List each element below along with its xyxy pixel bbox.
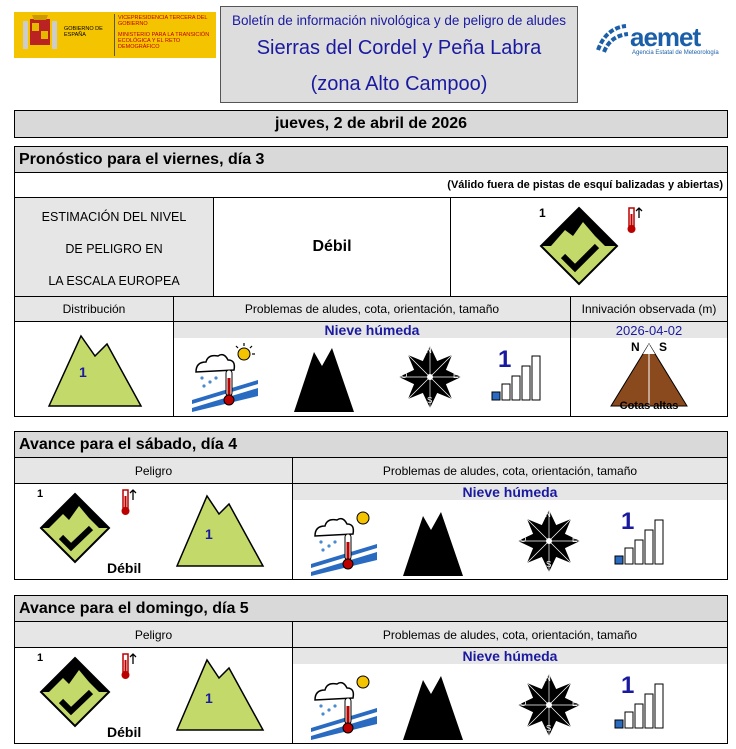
coat-of-arms-icon xyxy=(20,13,60,57)
aemet-logo xyxy=(596,22,726,62)
sat-avalanche-size-number: 1 xyxy=(621,508,635,535)
aemet-subtitle: Agencia Estatal de Meteorología xyxy=(632,50,719,56)
distribution-mountain-icon xyxy=(45,330,145,410)
compass-o: O xyxy=(401,371,408,380)
sun-problems-cell xyxy=(292,647,728,744)
avalanche-size-number: 1 xyxy=(498,346,512,373)
sun-thermometer-up-icon xyxy=(119,652,137,682)
validity-row xyxy=(14,172,728,198)
estimation-label xyxy=(14,197,214,297)
sun-danger-level-1-icon xyxy=(39,656,111,728)
sun-compass-o: O xyxy=(520,699,527,708)
sat-avalanche-size-bars-icon xyxy=(613,516,669,566)
problem-name: Nieve húmeda xyxy=(174,322,570,338)
danger-level-1-icon xyxy=(539,206,619,286)
sun-distribution-level: 1 xyxy=(205,690,213,706)
sat-distribution-mountain-icon xyxy=(175,494,265,568)
col-snowpack: Innivación observada (m) xyxy=(570,296,728,322)
snowpack-label: Cotas altas xyxy=(619,400,679,412)
sun-elevation-all-icon xyxy=(401,672,465,742)
sat-problem-name: Nieve húmeda xyxy=(293,484,727,500)
sun-wet-snow-problem-icon xyxy=(311,670,381,740)
sun-compass-n: N xyxy=(545,674,551,683)
sat-danger-cell xyxy=(14,483,293,580)
sun-danger-cell xyxy=(14,647,293,744)
wet-snow-problem-icon xyxy=(192,342,262,412)
compass-e: E xyxy=(453,371,459,380)
zone-name: Sierras del Cordel y Peña Labra xyxy=(256,37,542,59)
danger-level-text: Débil xyxy=(213,197,451,297)
sat-col-danger: Peligro xyxy=(14,457,293,484)
sat-compass-s: S xyxy=(546,560,552,569)
sat-compass-e: E xyxy=(572,535,578,544)
sat-elevation-all-icon xyxy=(401,508,465,578)
elevation-all-icon xyxy=(292,344,356,414)
saturday-title: Avance para el sábado, día 4 xyxy=(14,431,728,458)
sun-compass-e: E xyxy=(572,699,578,708)
sun-level-text: Débil xyxy=(107,724,142,740)
thermometer-up-icon xyxy=(625,206,643,236)
aemet-wordmark: aemet xyxy=(630,22,701,52)
snowpack-north: N xyxy=(631,340,640,354)
snowpack-cell xyxy=(570,321,728,417)
sun-distribution-mountain-icon xyxy=(175,658,265,732)
vicepresidencia-text: VICEPRESIDENCIA TERCERA DEL GOBIERNO xyxy=(118,15,208,27)
distribution-level: 1 xyxy=(79,364,87,380)
sat-problems-cell xyxy=(292,483,728,580)
sat-col-problems: Problemas de aludes, cota, orientación, tamaño xyxy=(292,457,728,484)
snowpack-date: 2026-04-02 xyxy=(571,322,727,338)
sat-wet-snow-problem-icon xyxy=(311,506,381,576)
sat-level-text: Débil xyxy=(107,560,142,576)
col-problems: Problemas de aludes, cota, orientación, tamaño xyxy=(173,296,571,322)
title-box xyxy=(220,6,578,103)
sun-problem-name: Nieve húmeda xyxy=(293,648,727,664)
sun-level-number: 1 xyxy=(37,652,44,664)
sun-compass-s: S xyxy=(546,724,552,733)
danger-level-number: 1 xyxy=(539,206,546,220)
sat-compass-n: N xyxy=(545,510,551,519)
aemet-symbol-icon xyxy=(596,22,632,56)
bulletin-title: Boletín de información nivológica y de peligro de aludes xyxy=(232,13,566,28)
estimation-label-line3: LA ESCALA EUROPEA xyxy=(48,274,180,288)
ministerio-text: MINISTERIO PARA LA TRANSICIÓN ECOLÓGICA Y EL RETO DEMOGRÁFICO xyxy=(118,32,210,50)
sunday-title: Avance para el domingo, día 5 xyxy=(14,595,728,622)
sat-thermometer-up-icon xyxy=(119,488,137,518)
validity-note: (Válido fuera de pistas de esquí balizadas y abiertas) xyxy=(447,179,723,191)
problems-cell xyxy=(173,321,571,417)
compass-n: N xyxy=(426,346,432,355)
sun-col-problems: Problemas de aludes, cota, orientación, tamaño xyxy=(292,621,728,648)
sun-col-danger: Peligro xyxy=(14,621,293,648)
estimation-label-line2: DE PELIGRO EN xyxy=(65,242,163,256)
sat-distribution-level: 1 xyxy=(205,526,213,542)
sat-compass-o: O xyxy=(520,535,527,544)
forecast-title: Pronóstico para el viernes, día 3 xyxy=(14,146,728,173)
estimation-label-line1: ESTIMACIÓN DEL NIVEL xyxy=(41,210,187,224)
compass-s: S xyxy=(427,396,433,405)
col-distribution: Distribución xyxy=(14,296,174,322)
sun-avalanche-size-number: 1 xyxy=(621,672,635,699)
gov-text: GOBIERNO DE ESPAÑA xyxy=(64,26,103,38)
avalanche-size-bars-icon xyxy=(490,352,546,402)
sat-level-number: 1 xyxy=(37,488,44,500)
distribution-cell xyxy=(14,321,174,417)
danger-level-icon-cell xyxy=(450,197,728,297)
sat-danger-level-1-icon xyxy=(39,492,111,564)
sun-avalanche-size-bars-icon xyxy=(613,680,669,730)
zone-subname: (zona Alto Campoo) xyxy=(310,73,488,95)
snowpack-south: S xyxy=(659,340,668,354)
date-bar: jueves, 2 de abril de 2026 xyxy=(14,110,728,138)
gobierno-logo xyxy=(14,12,216,58)
